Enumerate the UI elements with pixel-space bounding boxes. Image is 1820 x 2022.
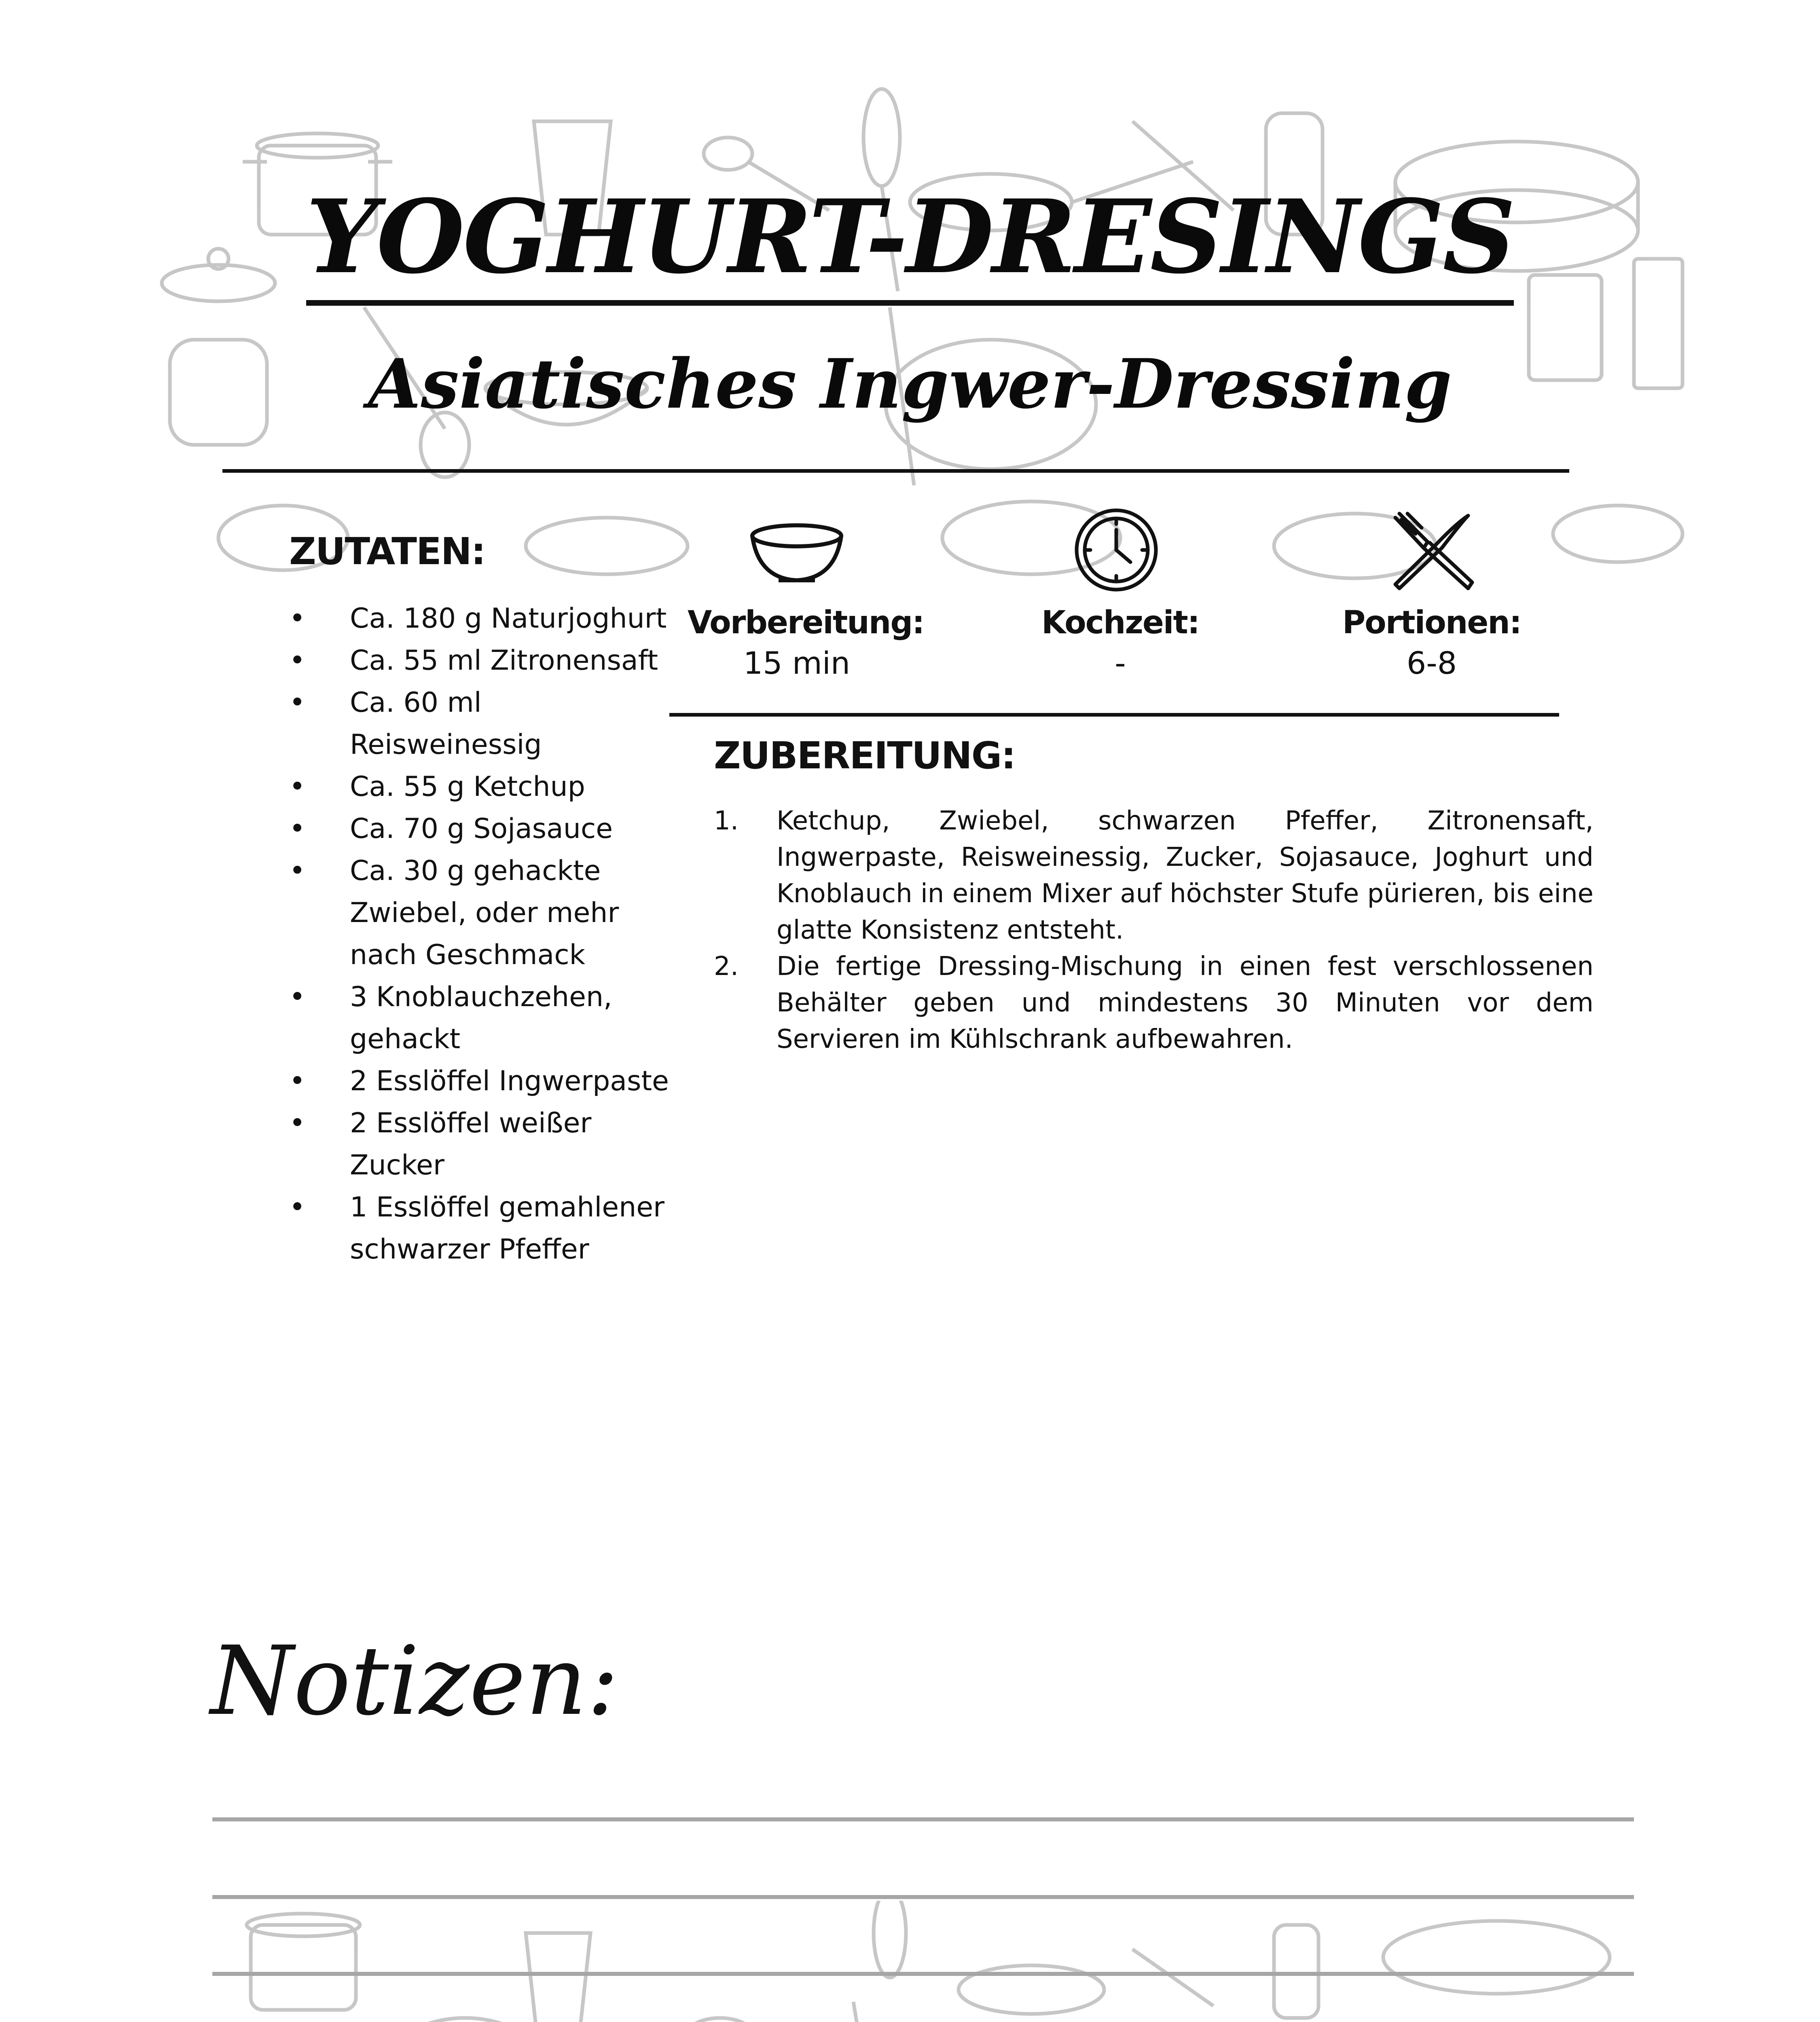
prep-time-value: 15 min xyxy=(743,645,851,681)
ingredients-heading: ZUTATEN: xyxy=(289,530,485,573)
list-item: • Ca. 55 g Ketchup xyxy=(289,766,677,808)
bowl-icon xyxy=(746,520,847,588)
step-text: Ketchup, Zwiebel, schwarzen Pfeffer, Zitronensaft, Ingwerpaste, Reisweinessig, Zucker, Sojasauce, Joghurt und Knoblauch in einem Mixer auf höchster Stufe pürieren, bis eine glatte Konsistenz entsteht. xyxy=(777,806,1594,945)
kitchen-doodle-background-bottom xyxy=(0,1901,1820,2022)
glass-doodle-icon xyxy=(526,1933,590,2022)
prep-time-stat xyxy=(688,603,924,683)
knife-doodle-icon xyxy=(1132,1949,1213,2006)
rolling-pin-doodle-icon xyxy=(853,2002,890,2022)
cook-time-label: Kochzeit: xyxy=(1041,605,1199,641)
note-line xyxy=(212,1895,1634,1899)
whisk-doodle-icon xyxy=(863,89,900,186)
list-item: • Ca. 55 ml Zitronensaft xyxy=(289,640,677,682)
note-line xyxy=(212,1972,1634,1976)
portions-label: Portionen: xyxy=(1342,605,1521,641)
preparation-steps xyxy=(714,803,1594,1058)
list-item: • 2 Esslöffel Ingwerpaste xyxy=(289,1060,677,1102)
note-line xyxy=(212,1817,1634,1821)
clock-icon xyxy=(1072,506,1161,594)
header-divider xyxy=(222,469,1569,473)
cake-tin-doodle-icon xyxy=(1383,1921,1610,1994)
cook-time-value: - xyxy=(1115,645,1126,681)
list-item: • Ca. 180 g Naturjoghurt xyxy=(289,598,677,640)
list-item: • 3 Knoblauchzehen, gehackt xyxy=(289,976,677,1060)
preparation-heading: ZUBEREITUNG: xyxy=(714,734,1016,777)
list-item: • Ca. 30 g gehackte Zwiebel, oder mehr nach Geschmack xyxy=(289,850,677,976)
step-text: Die fertige Dressing-Mischung in einen fest verschlossenen Behälter geben und mindestens 30 Minuten vor dem Servieren im Kühlschrank aufbewahren. xyxy=(777,952,1594,1054)
recipe-title: Asiatisches Ingwer-Dressing xyxy=(368,344,1452,424)
step-number: 1. xyxy=(714,806,739,836)
bowl-doodle-icon xyxy=(384,2018,546,2022)
ingredients-list xyxy=(289,598,677,1271)
list-item: • Ca. 70 g Sojasauce xyxy=(289,808,677,850)
portions-value: 6-8 xyxy=(1406,645,1457,681)
fork-knife-icon xyxy=(1391,510,1476,594)
list-item xyxy=(714,803,1594,948)
kitchen-doodle-background-top xyxy=(0,81,1820,586)
recipe-category-title xyxy=(0,177,1820,296)
cook-time-stat xyxy=(1011,603,1230,683)
bottle-doodle-icon xyxy=(1274,1925,1318,2018)
list-item: • Ca. 60 ml Reisweinessig xyxy=(289,682,677,766)
whisk-doodle-icon xyxy=(874,1901,906,1978)
step-number: 2. xyxy=(714,952,739,981)
stats-divider xyxy=(669,713,1559,717)
notes-title: Notizen: xyxy=(210,1626,619,1736)
prep-time-label: Vorbereitung: xyxy=(688,605,924,641)
portions-stat xyxy=(1323,603,1541,683)
list-item: • 2 Esslöffel weißer Zucker xyxy=(289,1102,677,1187)
pot-doodle-icon xyxy=(251,1925,356,2010)
title-text: YOGHURT-DRESINGS xyxy=(306,177,1514,306)
list-item: • 1 Esslöffel gemahlener schwarzer Pfeffer xyxy=(289,1187,677,1271)
list-item xyxy=(714,948,1594,1058)
